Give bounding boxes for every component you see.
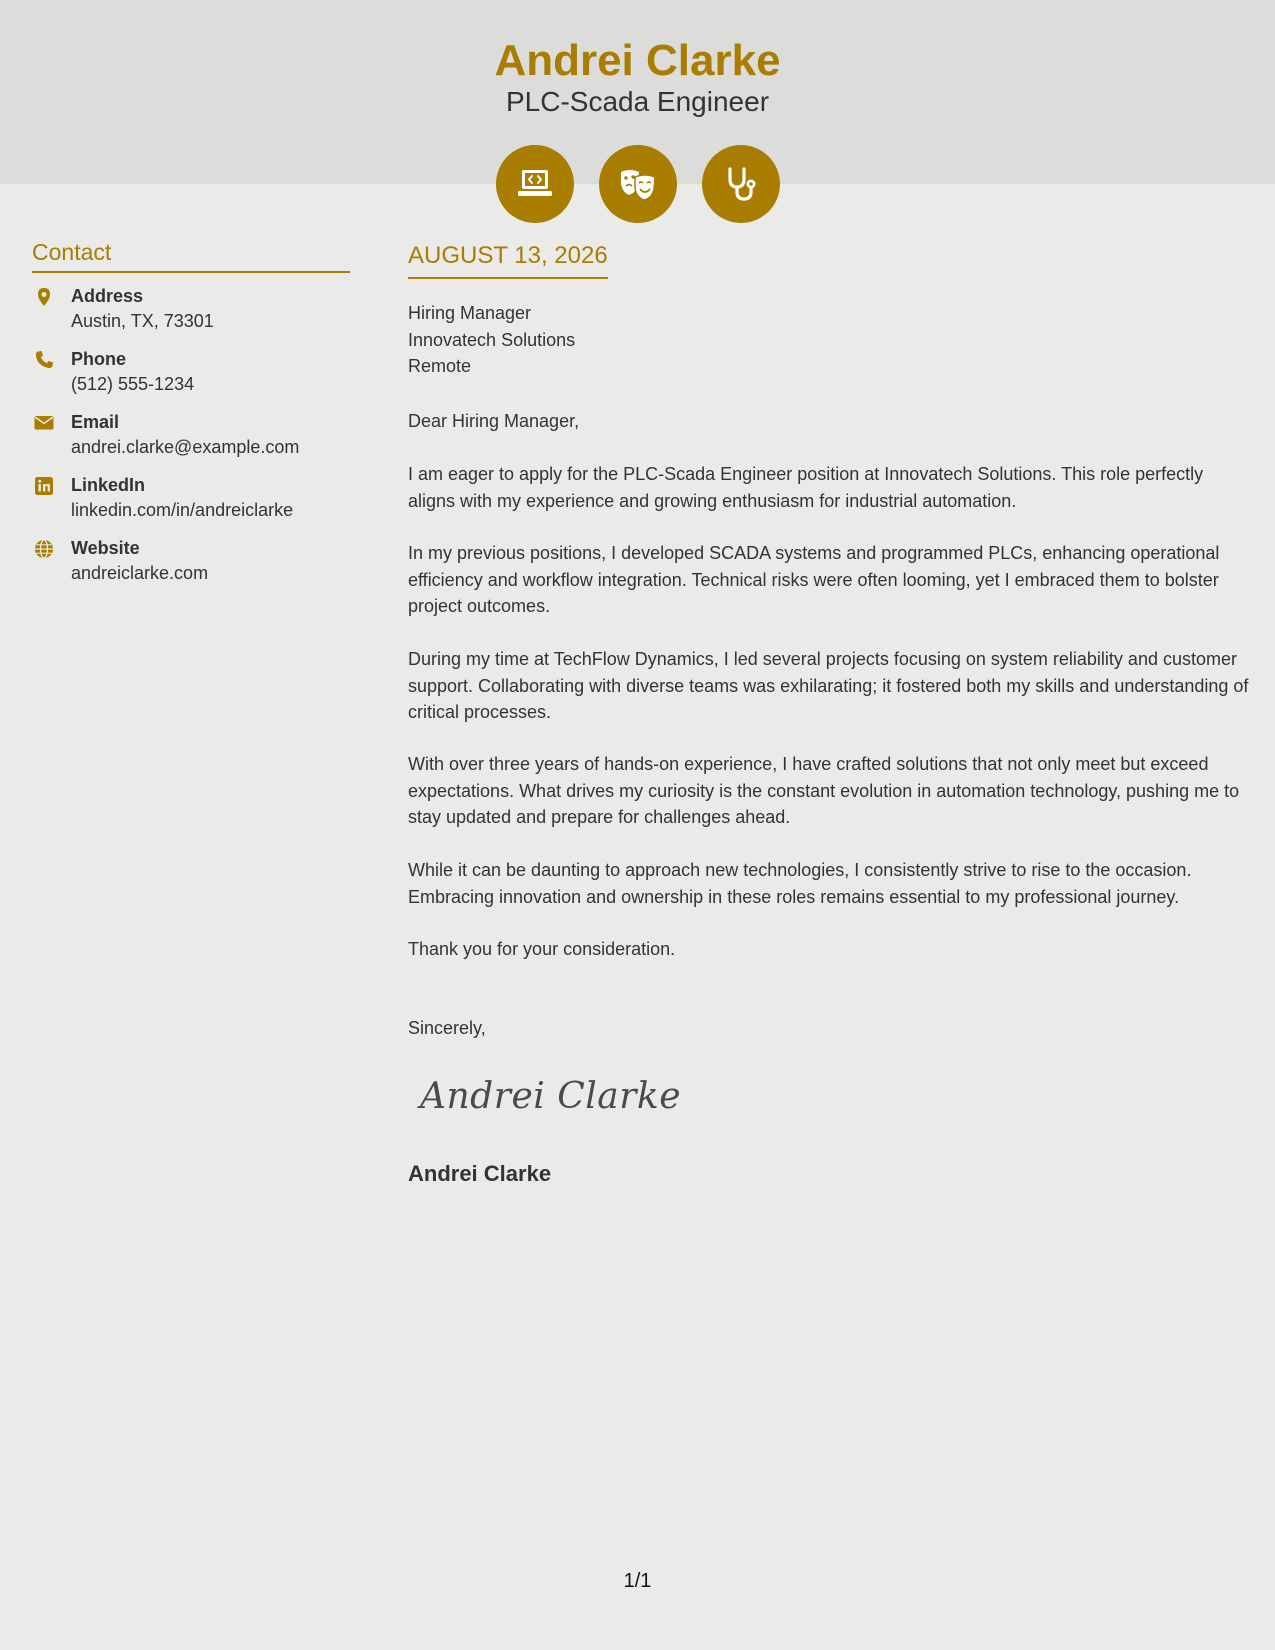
map-pin-icon bbox=[34, 287, 54, 307]
contact-address bbox=[32, 284, 362, 340]
contact-website-label: Website bbox=[71, 538, 140, 558]
contact-linkedin-value[interactable]: linkedin.com/in/andreiclarke bbox=[71, 500, 294, 520]
closing-thanks: Thank you for your consideration. bbox=[408, 939, 676, 959]
contact-linkedin-label: LinkedIn bbox=[71, 475, 146, 495]
stethoscope-icon bbox=[702, 145, 780, 223]
applicant-title: PLC-Scada Engineer bbox=[505, 86, 770, 117]
linkedin-icon bbox=[34, 476, 54, 496]
body-paragraph: I am eager to apply for the PLC-Scada Engineer position at Innovatech Solutions. This role perfectly aligns with my experience and growing enthusiasm for industrial automation. bbox=[408, 464, 1204, 511]
contact-website bbox=[32, 536, 362, 592]
contact-address-value: Austin, TX, 73301 bbox=[71, 311, 214, 331]
envelope-icon bbox=[34, 413, 54, 433]
recipient-name: Hiring Manager bbox=[408, 303, 532, 323]
applicant-name: Andrei Clarke bbox=[494, 36, 781, 85]
recipient-location: Remote bbox=[408, 356, 472, 376]
contact-linkedin bbox=[32, 473, 362, 529]
contact-website-value[interactable]: andreiclarke.com bbox=[71, 563, 209, 583]
sign-off: Sincerely, bbox=[408, 1018, 486, 1038]
signer-name: Andrei Clarke bbox=[408, 1161, 552, 1186]
contact-email-label: Email bbox=[71, 412, 120, 432]
globe-icon bbox=[34, 539, 54, 559]
phone-icon bbox=[34, 350, 54, 370]
contact-email bbox=[32, 410, 362, 466]
letter-date: AUGUST 13, 2026 bbox=[408, 240, 608, 279]
laptop-code-icon bbox=[496, 145, 574, 223]
body-paragraph: During my time at TechFlow Dynamics, I led several projects focusing on system reliability and customer support. Collaborating with diverse teams was exhilarating; it fostered both my skills and understanding of critical processes. bbox=[408, 649, 1249, 722]
contact-address-label: Address bbox=[71, 286, 144, 306]
handwritten-signature: Andrei Clarke bbox=[420, 1076, 682, 1117]
contact-phone-value: (512) 555-1234 bbox=[71, 374, 195, 394]
salutation: Dear Hiring Manager, bbox=[408, 411, 580, 431]
contact-email-value: andrei.clarke@example.com bbox=[71, 437, 300, 457]
theater-masks-icon bbox=[599, 145, 677, 223]
contact-heading: Contact bbox=[32, 237, 350, 273]
body-paragraph: With over three years of hands-on experience, I have crafted solutions that not only meet but exceed expectations. What drives my curiosity is the constant evolution in automation technology, pushing me to stay updated and prepare for challenges ahead. bbox=[408, 754, 1240, 827]
recipient-company: Innovatech Solutions bbox=[408, 329, 576, 350]
contact-phone bbox=[32, 347, 362, 403]
body-paragraph: In my previous positions, I developed SCADA systems and programmed PLCs, enhancing operational efficiency and workflow integration. Technical risks were often looming, yet I embraced them to bolster project outcomes. bbox=[408, 543, 1220, 616]
contact-phone-label: Phone bbox=[71, 349, 127, 369]
body-paragraph: While it can be daunting to approach new technologies, I consistently strive to rise to the occasion. Embracing innovation and ownership in these roles remains essential to my professional journey. bbox=[408, 860, 1192, 907]
page-number: 1/1 bbox=[623, 1570, 652, 1592]
recipient-block bbox=[408, 300, 575, 380]
